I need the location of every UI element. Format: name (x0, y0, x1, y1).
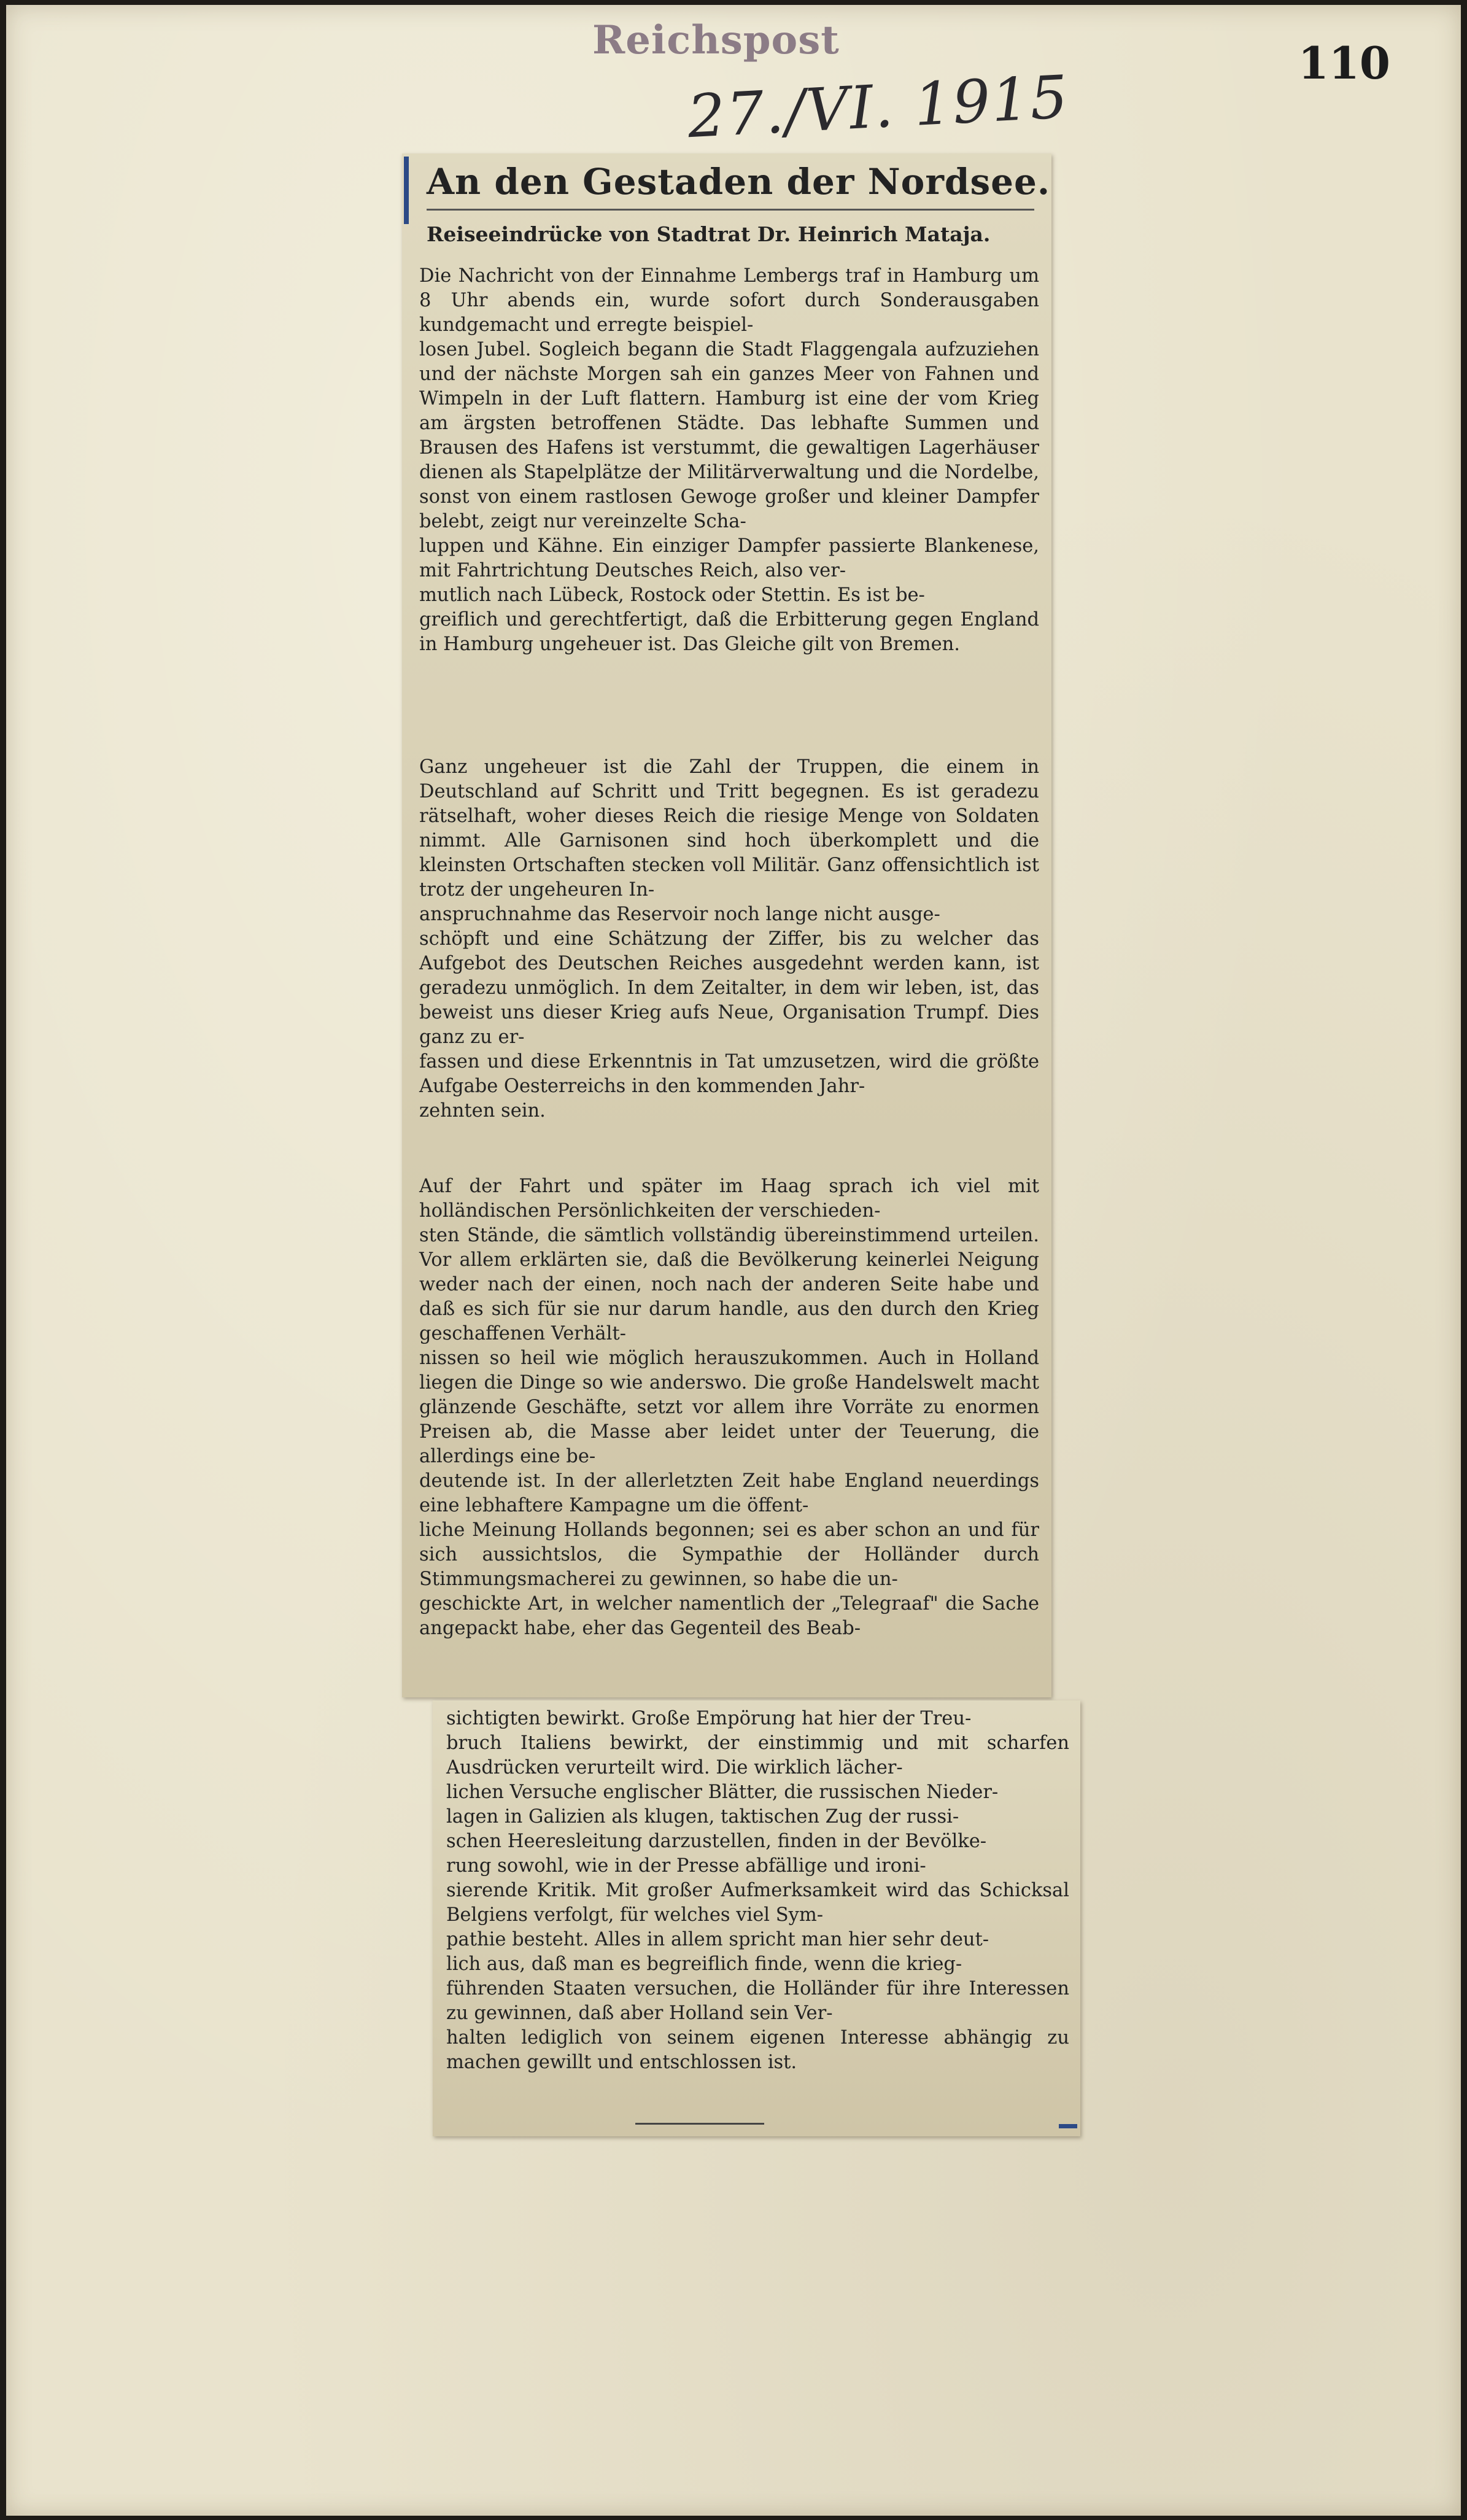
article-paragraph: Die Nachricht von der Einnahme Lembergs traf in Hamburg um 8 Uhr abends ein, wurde sofort durch Sonderausgaben kundgemacht und erregte beispiel- losen Jubel. Sogleich begann die Stadt Flaggengala aufzuziehen und der nächste Morgen sah ein ganzes Meer von Fahnen und Wimpeln in der Luft flattern. Hamburg ist eine der vom Krieg am ärgsten betroffenen Städte. Das lebhafte Summen und Brausen des Hafens ist verstummt, die gewaltigen Lagerhäuser dienen als Stapelplätze der Militärverwaltung und die Nordelbe, sonst von einem rastlosen Gewoge großer und kleiner Dampfer belebt, zeigt nur vereinzelte Scha- luppen und Kähne. Ein einziger Dampfer passierte Blankenese, mit Fahrtrichtung Deutsches Reich, also ver- mutlich nach Lübeck, Rostock oder Stettin. Es ist be- greiflich und gerechtfertigt, daß die Erbitterung gegen England in Hamburg ungeheuer ist. Das Gleiche gilt von Bremen. (419, 265, 1039, 655)
handwritten-date: 27./VI. 1915 (686, 62, 1071, 152)
page-number: 110 (1298, 37, 1390, 89)
article-paragraph: sichtigten bewirkt. Große Empörung hat hier der Treu- bruch Italiens bewirkt, der einstimmig und mit scharfen Ausdrücken verurteilt wird. Die wirklich lächer- lichen Versuche englischer Blätter, die russischen Nieder- lagen in Galizien als klugen, taktischen Zug der russi- schen Heeresleitung darzustellen, finden in der Bevölke- rung sowohl, wie in der Presse abfällige und ironi- sierende Kritik. Mit großer Aufmerksamkeit wird das Schicksal Belgiens verfolgt, für welches viel Sym- pathie besteht. Alles in allem spricht man hier sehr deut- lich aus, daß man es begreiflich finde, wenn die krieg- führenden Staaten versuchen, die Holländer für ihre Interessen zu gewinnen, daß aber Holland sein Ver- halten lediglich von seinem eigenen Interesse abhängig zu machen gewillt und entschlossen ist. (446, 1708, 1069, 2073)
article-headline: An den Gestaden der Nordsee. (427, 161, 1051, 203)
newspaper-clipping-lower (433, 1700, 1080, 2136)
article-paragraph: Auf der Fahrt und später im Haag sprach ich viel mit holländischen Persönlichkeiten der verschieden- sten Stände, die sämtlich vollständig übereinstimmend urteilen. Vor allem erklärten sie, daß die Bevölkerung keinerlei Neigung weder nach der einen, noch nach der anderen Seite habe und daß es sich für sie nur darum handle, aus den durch den Krieg geschaffenen Verhält- nissen so heil wie möglich herauszukommen. Auch in Holland liegen die Dinge so wie anderswo. Die große Handelswelt macht glänzende Geschäfte, setzt vor allem ihre Vorräte zu enormen Preisen ab, die Masse aber leidet unter der Teuerung, die allerdings eine be- deutende ist. In der allerletzten Zeit habe England neuerdings eine lebhaftere Kampagne um die öffent- liche Meinung Hollands begonnen; sei es aber schon an und für sich aussichtslos, die Sympathie der Holländer durch Stimmungsmacherei zu gewinnen, so habe die un- geschickte Art, in welcher namentlich der „Telegraaf" die Sache angepackt habe, eher das Gegenteil des Beab- (419, 1176, 1039, 1639)
article-end-rule (635, 2123, 764, 2125)
blue-pencil-mark (404, 157, 409, 224)
headline-rule (427, 209, 1034, 211)
newspaper-stamp: Reichspost (592, 17, 840, 63)
article-byline: Reiseeindrücke von Stadtrat Dr. Heinrich Mataja. (427, 222, 991, 246)
blue-pencil-mark (1059, 2124, 1077, 2128)
newspaper-clipping-upper (402, 153, 1051, 1697)
article-paragraph: Ganz ungeheuer ist die Zahl der Truppen, die einem in Deutschland auf Schritt und Tritt begegnen. Es ist geradezu rätselhaft, woher dieses Reich die riesige Menge von Soldaten nimmt. Alle Garnisonen sind hoch überkomplett und die kleinsten Ortschaften stecken voll Militär. Ganz offensichtlich ist trotz der ungeheuren In- anspruchnahme das Reservoir noch lange nicht ausge- schöpft und eine Schätzung der Ziffer, bis zu welcher das Aufgebot des Deutschen Reiches ausgedehnt werden kann, ist geradezu unmöglich. In dem Zeitalter, in dem wir leben, ist, das beweist uns dieser Krieg aufs Neue, Organisation Trumpf. Dies ganz zu er- fassen und diese Erkenntnis in Tat umzusetzen, wird die größte Aufgabe Oesterreichs in den kommenden Jahr- zehnten sein. (419, 756, 1039, 1122)
